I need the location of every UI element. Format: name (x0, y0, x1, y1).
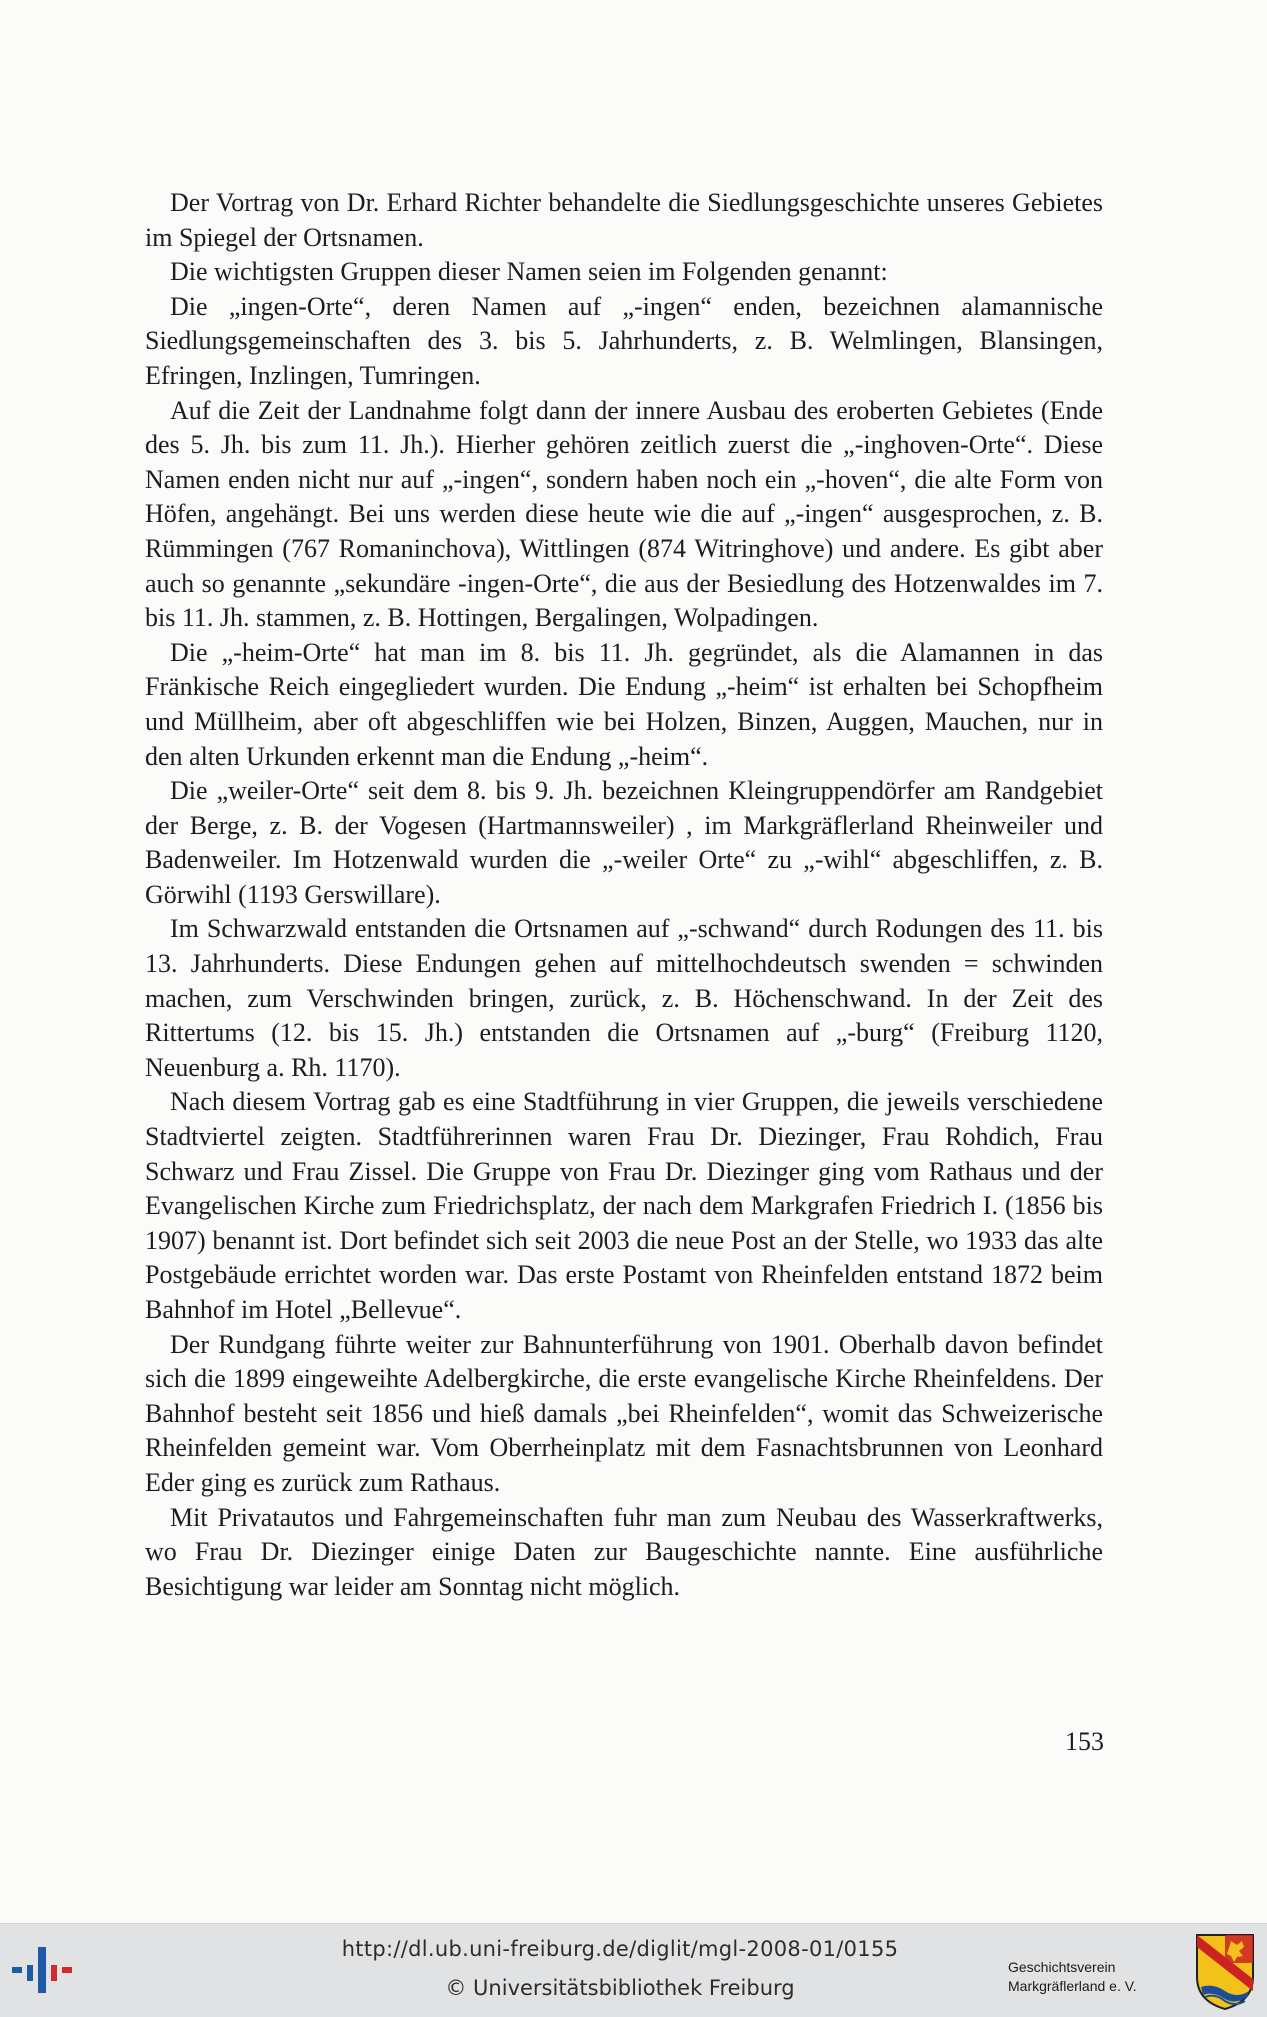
footer-bar (0, 1923, 1267, 2017)
society-name-line: Markgräflerland e. V. (1008, 1978, 1137, 1994)
paragraph: Die wichtigsten Gruppen dieser Namen seien im Folgenden genannt: (170, 257, 888, 287)
copyright-notice: © Universitätsbibliothek Freiburg (445, 1976, 795, 2000)
paragraph: Nach diesem Vortrag gab es eine Stadtführung in vier Gruppen, die jeweils verschiedene Stadtviertel zeigten. Stadtführerinnen waren Frau Dr. Diezinger, Frau Rohdich, Frau Schwarz und Frau Zissel. Die Gruppe von Frau Dr. Diezinger ging vom Rathaus und der Evangelischen Kirche zum Friedrichsplatz, der nach dem Markgrafen Friedrich I. (1856 bis 1907) benannt ist. Dort befindet sich seit 2003 die neue Post an der Stelle, wo 1933 das alte Postgebäude errichtet worden war. Das erste Postamt von Rheinfelden entstand 1872 beim Bahnhof im Hotel „Bellevue“. (145, 1087, 1103, 1324)
paragraph: Im Schwarzwald entstanden die Ortsnamen auf „-schwand“ durch Rodungen des 11. bis 13. Jahrhunderts. Diese Endungen gehen auf mittelhochdeutsch swenden = schwinden machen, zum Verschwinden bringen, zurück, z. B. Höchenschwand. In der Zeit des Rittertums (12. bis 15. Jh.) entstanden die Ortsnamen auf „-burg“ (Freiburg 1120, Neuenburg a. Rh. 1170). (145, 914, 1103, 1082)
ub-freiburg-logo-icon (12, 1947, 82, 1993)
society-name (1008, 1958, 1192, 1996)
paragraph: Der Rundgang führte weiter zur Bahnunterführung von 1901. Oberhalb davon befindet sich die 1899 eingeweihte Adelbergkirche, die erste evangelische Kirche Rheinfeldens. Der Bahnhof besteht seit 1856 und hieß damals „bei Rheinfelden“, womit das Schweizerische Rheinfelden gemeint war. Vom Oberrheinplatz mit dem Fasnachtsbrunnen von Leonhard Eder ging es zurück zum Rathaus. (145, 1329, 1103, 1497)
paragraph: Auf die Zeit der Landnahme folgt dann der innere Ausbau des eroberten Gebietes (Ende des 5. Jh. bis zum 11. Jh.). Hierher gehören zeitlich zuerst die „-inghoven-Orte“. Diese Namen enden nicht nur auf „-ingen“, sondern haben noch ein „-hoven“, die alte Form von Höfen, angehängt. Bei uns werden diese heute wie die auf „-ingen“ ausgesprochen, z. B. Rümmingen (767 Romaninchova), Wittlingen (874 Witringhove) und andere. Es gibt aber auch so genannte „sekundäre -ingen-Orte“, die aus der Besiedlung des Hotzenwaldes im 7. bis 11. Jh. stammen, z. B. Hottingen, Bergalingen, Wolpadingen. (145, 395, 1103, 633)
paragraph: Mit Privatautos und Fahrgemeinschaften fuhr man zum Neubau des Wasserkraftwerks, wo Frau Dr. Diezinger einige Daten zur Baugeschichte nannte. Eine ausführliche Besichtigung war leider am Sonntag nicht möglich. (145, 1502, 1103, 1601)
paragraph: Der Vortrag von Dr. Erhard Richter behandelte die Siedlungsgeschichte unseres Gebietes im Spiegel der Ortsnamen. (145, 188, 1103, 252)
source-url-link[interactable]: http://dl.ub.uni-freiburg.de/diglit/mgl-2008-01/0155 (341, 1937, 899, 1961)
society-name-line: Geschichtsverein (1008, 1959, 1116, 1975)
paragraph: Die „weiler-Orte“ seit dem 8. bis 9. Jh. bezeichnen Kleingruppendörfer am Randgebiet der Berge, z. B. der Vogesen (Hartmannsweiler) , im Markgräflerland Rheinweiler und Badenweiler. Im Hotzenwald wurden die „-weiler Orte“ zu „-wihl“ abgeschliffen, z. B. Görwihl (1193 Gerswillare). (145, 776, 1103, 909)
paragraph: Die „-heim-Orte“ hat man im 8. bis 11. Jh. gegründet, als die Alamannen in das Fränkische Reich eingegliedert wurden. Die Endung „-heim“ ist erhalten bei Schopfheim und Müllheim, aber oft abgeschliffen wie bei Holzen, Binzen, Auggen, Mauchen, nur in den alten Urkunden erkennt man die Endung „-heim“. (145, 637, 1103, 771)
page-number: 153 (1065, 1727, 1104, 1756)
article-body (145, 186, 1103, 1604)
paragraph: Die „ingen-Orte“, deren Namen auf „-ingen“ enden, bezeichnen alamannische Siedlungsgemeinschaften des 3. bis 5. Jahrhunderts, z. B. Welmlingen, Blansingen, Efringen, Inzlingen, Tumringen. (145, 291, 1103, 390)
coat-of-arms-icon (1195, 1933, 1255, 2011)
